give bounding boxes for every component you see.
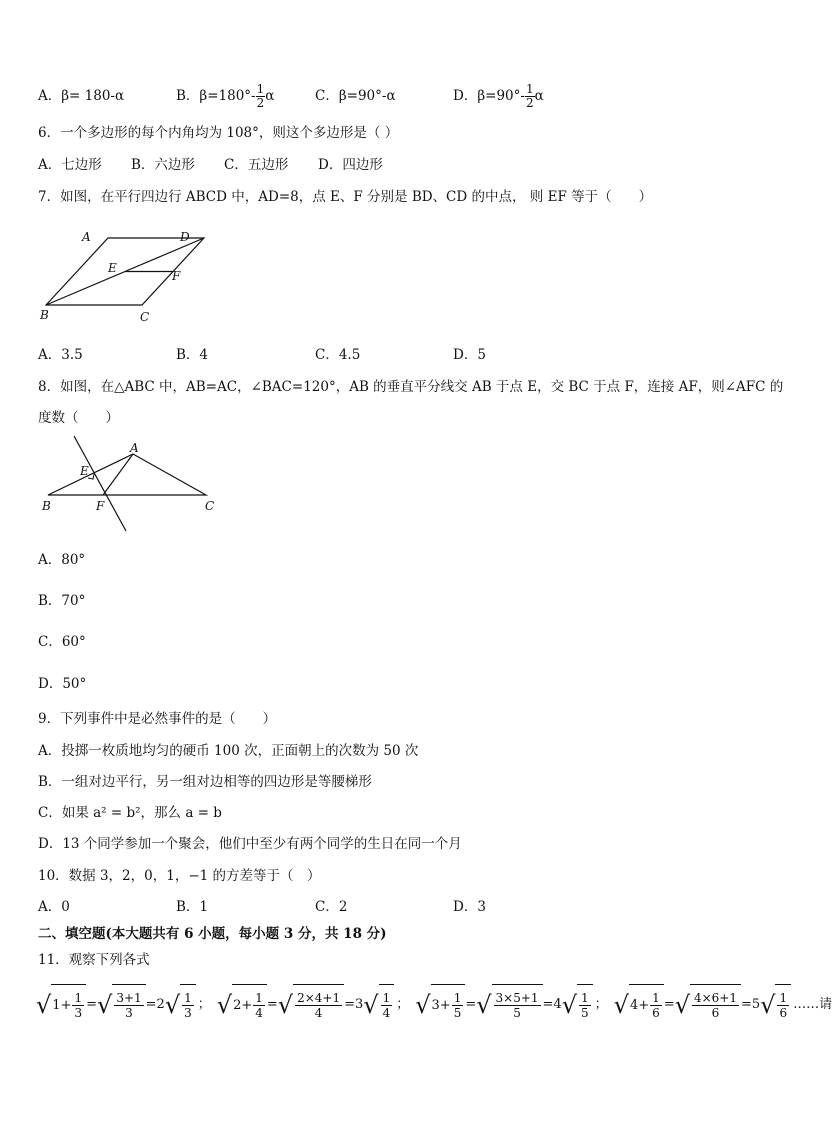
equals-coefficient: =2 (145, 997, 165, 1012)
equals-sign: = (465, 997, 477, 1012)
q10-option-b: B．1 (176, 899, 209, 915)
fraction-numerator: 3+1 (116, 991, 142, 1005)
fraction-denominator: 4 (255, 1006, 263, 1020)
radicand (492, 984, 543, 1026)
q10-option-c: C．2 (315, 899, 348, 915)
label-a: A (82, 230, 91, 244)
fraction-denominator: 4 (382, 1006, 391, 1020)
fraction-numerator: 1 (184, 991, 192, 1005)
radical-sign: √ (561, 991, 578, 1019)
radical-sign: √ (36, 991, 52, 1019)
fraction (253, 991, 265, 1020)
radical-sign: √ (674, 991, 690, 1019)
q8-option-a: A．80° (38, 552, 86, 568)
q7-option-b: B．4 (176, 347, 209, 363)
radicand (379, 984, 395, 1026)
radical-sign: √ (277, 991, 294, 1019)
radicand-integer: 4+ (629, 998, 650, 1013)
fraction-numerator: 1 (74, 991, 83, 1005)
fraction-denominator: 6 (779, 1006, 788, 1020)
equals-coefficient: =4 (542, 997, 562, 1012)
q11-term (217, 984, 409, 1026)
q5-option-a-text: β= 180-α (61, 88, 125, 104)
perpendicular-bisector (74, 436, 126, 531)
fraction-numerator: 3×5+1 (495, 991, 539, 1005)
fraction-denominator: 3 (184, 1006, 192, 1020)
segment-af (103, 454, 133, 495)
label-e: E (108, 261, 117, 275)
radical (217, 984, 267, 1026)
fraction-numerator: 1 (382, 991, 391, 1005)
triangle-abc (48, 454, 206, 495)
radicand (180, 984, 196, 1026)
radicand (577, 984, 593, 1026)
radicand (629, 984, 664, 1026)
equals-sign: = (86, 997, 98, 1012)
q5-option-b-post: α (265, 88, 275, 104)
label-c: C (140, 310, 150, 324)
q5-option-b-label: B． (176, 88, 200, 104)
q5-option-d (453, 78, 544, 114)
q10-stem: 10．数据 3，2，0，1，−1 的方差等于（ ） (38, 868, 321, 884)
label-f: F (172, 269, 181, 283)
q6-option-a: A．七边形 (38, 157, 102, 173)
q6-option-c: C．五边形 (224, 157, 289, 173)
q5-option-b-pre: β=180°- (199, 88, 256, 104)
fraction-numerator: 2×4+1 (297, 991, 341, 1005)
q8-option-d: D．50° (38, 676, 87, 692)
separator: ； (594, 997, 608, 1012)
fraction (650, 991, 662, 1020)
fraction (692, 991, 739, 1020)
fraction-denominator: 5 (513, 1006, 521, 1020)
separator: ……请 (793, 997, 833, 1012)
label-b: B (42, 499, 51, 513)
fraction-numerator: 1 (525, 82, 534, 96)
fraction (579, 991, 591, 1020)
fraction-denominator: 3 (125, 1006, 133, 1020)
radical-sign: √ (363, 991, 379, 1019)
radicand (51, 984, 86, 1026)
radical (760, 984, 791, 1026)
q10-option-d: D．3 (453, 899, 486, 915)
radicand (775, 984, 791, 1026)
equals-coefficient: =5 (741, 997, 761, 1012)
fraction-denominator: 4 (314, 1006, 323, 1020)
q5-option-a (38, 86, 124, 106)
label-a: A (130, 441, 139, 455)
q6-stem: 6．一个多边形的每个内角均为 108°，则这个多边形是（ ） (38, 125, 399, 141)
radical (278, 984, 344, 1026)
radicand (293, 984, 344, 1026)
separator: ； (197, 997, 211, 1012)
radical-sign: √ (97, 991, 113, 1019)
fraction-numerator: 1 (779, 991, 788, 1005)
fraction-denominator: 2 (256, 96, 265, 110)
q5-option-d-label: D． (453, 88, 478, 104)
q9-option-d: D．13 个同学参加一个聚会，他们中至少有两个同学的生日在同一个月 (38, 836, 462, 852)
radicand (232, 984, 267, 1026)
radical-sign: √ (613, 991, 629, 1019)
q11-stem: 11．观察下列各式 (38, 952, 150, 968)
q11-term (614, 984, 832, 1026)
fraction-numerator: 1 (256, 82, 265, 96)
q10-option-a: A．0 (38, 899, 70, 915)
q6-option-b: B．六边形 (131, 157, 195, 173)
q8-stem-line2: 度数（ ） (38, 410, 119, 426)
label-b: B (40, 308, 49, 322)
fraction-denominator: 5 (453, 1006, 462, 1020)
radical-sign: √ (476, 991, 492, 1019)
radicand-integer: 2+ (233, 998, 253, 1013)
fraction-denominator: 3 (74, 1006, 83, 1020)
fraction-numerator: 1 (255, 991, 263, 1005)
q7-option-c: C．4.5 (315, 347, 361, 363)
q5-option-b-fraction (256, 83, 266, 110)
radical-sign: √ (760, 991, 776, 1019)
q7-option-d: D．5 (453, 347, 486, 363)
separator: ； (396, 997, 410, 1012)
q7-stem: 7．如图，在平行四边行 ABCD 中，AD=8，点 E、F 分别是 BD、CD 的中点， 则 EF 等于（ ） (38, 189, 653, 205)
q5-option-a-label: A． (38, 88, 62, 104)
q5-option-c (315, 86, 396, 106)
q5-option-b (176, 78, 274, 114)
radical-sign: √ (415, 991, 431, 1019)
fraction (295, 991, 342, 1020)
radical (165, 984, 196, 1026)
fraction (777, 991, 789, 1020)
fraction-denominator: 6 (711, 1006, 720, 1020)
radical (97, 984, 146, 1026)
q9-option-a: A．投掷一枚质地均匀的硬币 100 次，正面朝上的次数为 50 次 (38, 743, 419, 759)
fraction-numerator: 1 (453, 991, 462, 1005)
label-c: C (205, 499, 215, 513)
q6-option-d: D．四边形 (318, 157, 383, 173)
q5-option-d-fraction (525, 83, 535, 110)
q9-option-b: B．一组对边平行，另一组对边相等的四边形是等腰梯形 (38, 774, 372, 790)
equals-coefficient: =3 (344, 997, 364, 1012)
fraction-numerator: 1 (652, 991, 660, 1005)
fraction (494, 991, 541, 1020)
fraction (381, 991, 393, 1020)
radical (415, 984, 465, 1026)
q5-option-d-pre: β=90°- (477, 88, 525, 104)
q5-option-c-label: C． (315, 88, 339, 104)
radicand (690, 984, 741, 1026)
fraction (452, 991, 464, 1020)
fraction-denominator: 6 (652, 1006, 660, 1020)
radical (675, 984, 741, 1026)
fraction (182, 991, 194, 1020)
q7-option-a: A．3.5 (38, 347, 83, 363)
q8-stem-line1: 8．如图，在△ABC 中，AB=AC，∠BAC=120°，AB 的垂直平分线交 AB 于点 E，交 BC 于点 F，连接 AF，则∠AFC 的 (38, 379, 784, 395)
radical (614, 984, 664, 1026)
radical (476, 984, 542, 1026)
q11-term (36, 984, 211, 1026)
fraction (114, 991, 143, 1020)
q5-option-d-post: α (534, 88, 544, 104)
q11-term (415, 984, 607, 1026)
q8-option-c: C．60° (38, 634, 86, 650)
q8-option-b: B．70° (38, 593, 86, 609)
radicand-integer: 1+ (52, 998, 72, 1013)
fraction-denominator: 5 (581, 1006, 589, 1020)
label-d: D (180, 230, 190, 244)
radicand (431, 984, 466, 1026)
radical (36, 984, 86, 1026)
label-f: F (96, 499, 105, 513)
q5-option-c-text: β=90°-α (338, 88, 396, 104)
q9-stem: 9．下列事件中是必然事件的是（ ） (38, 711, 277, 727)
q9-option-c: C．如果 a² = b²，那么 a = b (38, 805, 222, 821)
section-heading: 二、填空题(本大题共有 6 小题，每小题 3 分，共 18 分) (38, 926, 387, 942)
q8-triangle-figure (30, 430, 230, 536)
fraction-numerator: 1 (581, 991, 589, 1005)
q7-parallelogram-figure (30, 225, 240, 325)
label-e: E (80, 464, 89, 478)
q11-formula-row (36, 984, 838, 1026)
fraction-numerator: 4×6+1 (693, 991, 737, 1005)
fraction-denominator: 2 (525, 96, 534, 110)
equals-sign: = (663, 997, 675, 1012)
radical-sign: √ (164, 991, 181, 1019)
radical (363, 984, 394, 1026)
radicand-integer: 3+ (431, 998, 451, 1013)
radical (562, 984, 593, 1026)
radicand (112, 984, 145, 1026)
equals-sign: = (266, 997, 278, 1012)
radical-sign: √ (216, 991, 233, 1019)
fraction (72, 991, 84, 1020)
